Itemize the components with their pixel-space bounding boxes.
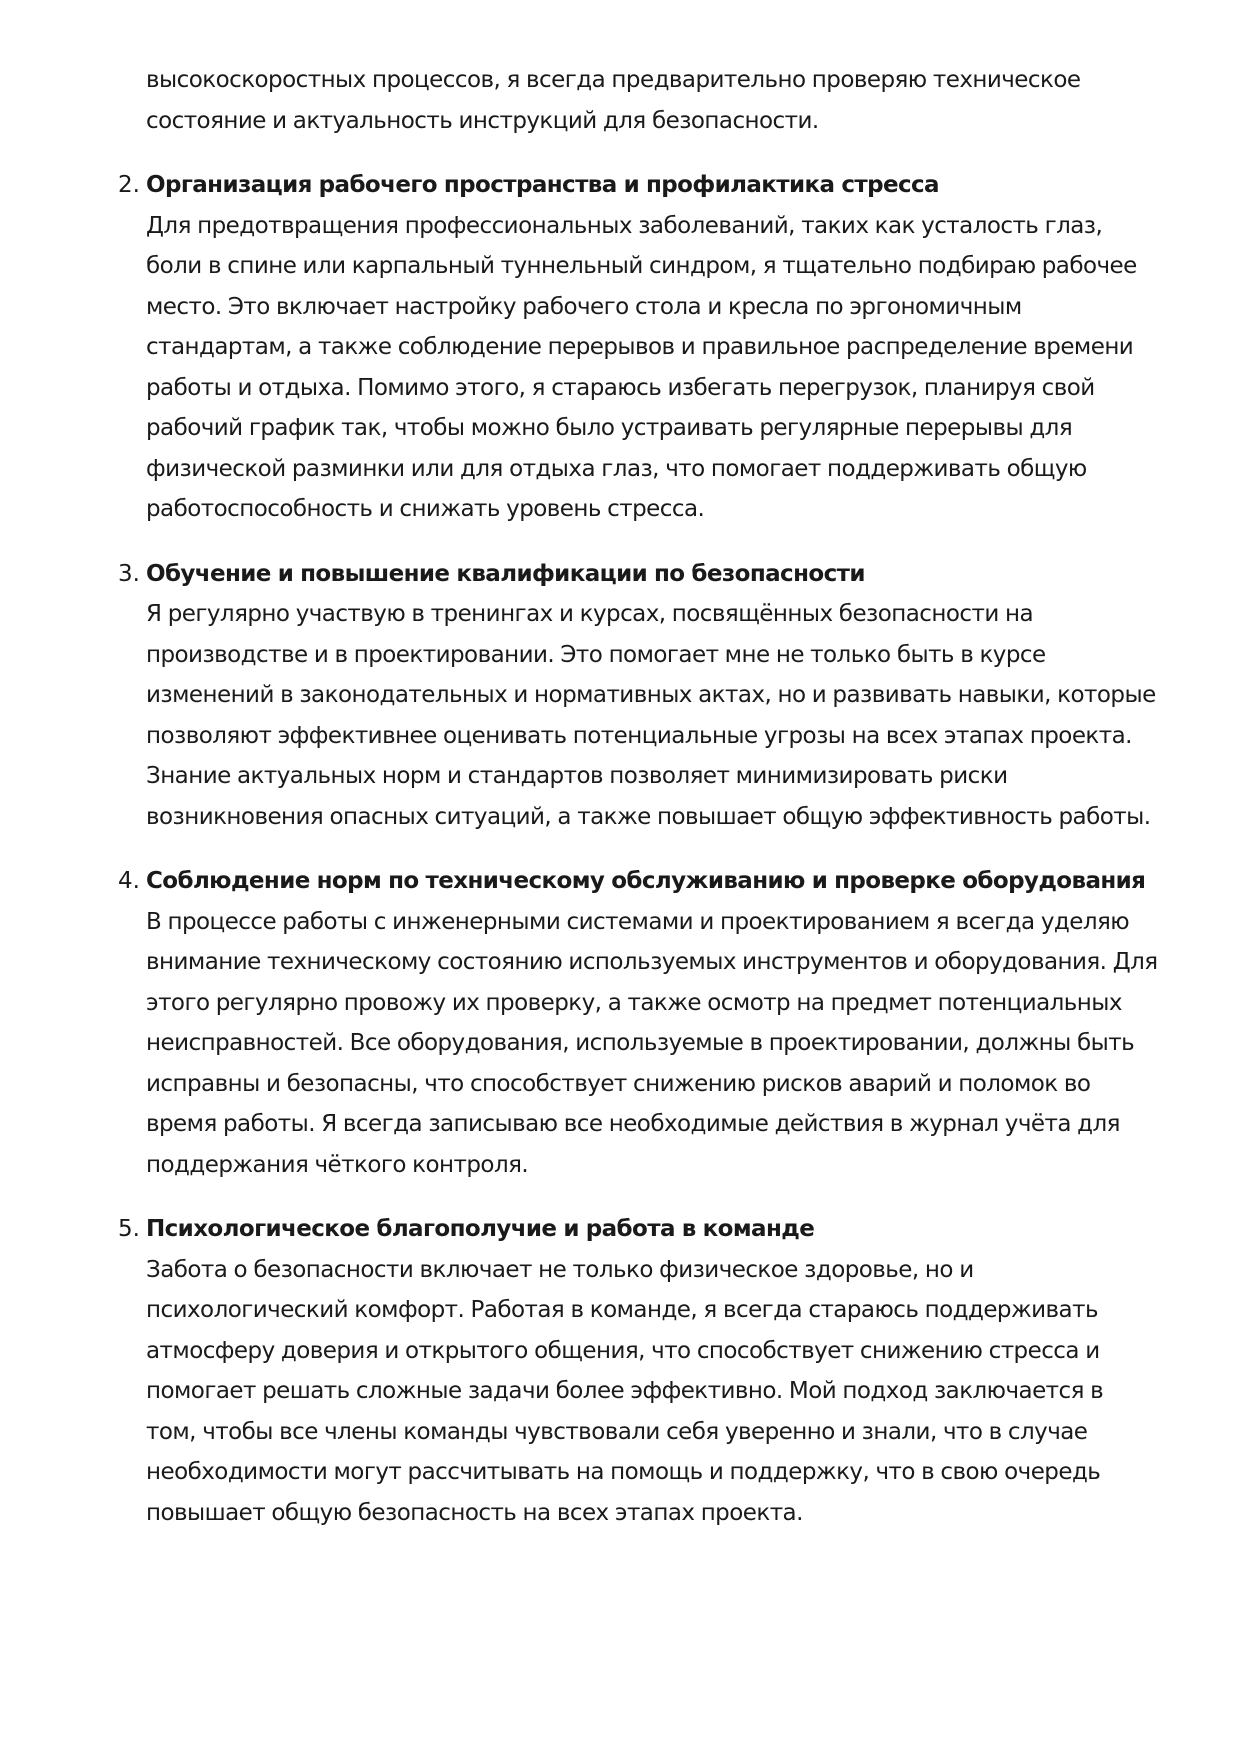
list-item xyxy=(0,861,1159,1185)
item-number: 3. xyxy=(118,560,140,587)
item-body: Для предотвращения профессиональных заболеваний, таких как усталость глаз, боли в спине или карпальный туннельный синдром, я тщательно подбираю рабочее место. Это включает настройку рабочего стола и кресла по эргономичным стандартам, а также соблюдение перерывов и правильное распределение времени работы и отдыха. Помимо этого, я стараюсь избегать перегрузок, планируя свой рабочий график так, чтобы можно было устраивать регулярные перерывы для физической разминки или для отдыха глаз, что помогает поддерживать общую работоспособность и снижать уровень стресса. xyxy=(146,212,1137,522)
item-title: Соблюдение норм по техническому обслуживанию и проверке оборудования xyxy=(146,868,1146,894)
item-title: Психологическое благополучие и работа в команде xyxy=(146,1216,815,1242)
list-item xyxy=(0,1209,1159,1533)
numbered-list xyxy=(0,165,1159,1533)
list-item xyxy=(0,554,1159,838)
item-title: Организация рабочего пространства и профилактика стресса xyxy=(146,172,939,198)
item-number: 4. xyxy=(118,868,140,894)
continued-paragraph: высокоскоростных процессов, я всегда предварительно проверяю техническое состояние и актуальность инструкций для безопасности. xyxy=(146,67,1081,134)
list-item xyxy=(0,165,1159,530)
item-title: Обучение и повышение квалификации по безопасности xyxy=(146,560,865,587)
item-number: 5. xyxy=(118,1216,140,1242)
item-body: В процессе работы с инженерными системами и проектированием я всегда уделяю внимание техническому состоянию используемых инструментов и оборудования. Для этого регулярно провожу их проверку, а также осмотр на предмет потенциальных неисправностей. Все оборудования, используемые в проектировании, должны быть исправны и безопасны, что способствует снижению рисков аварий и поломок во время работы. Я всегда записываю все необходимые действия в журнал учёта для поддержания чёткого контроля. xyxy=(146,908,1158,1178)
item-number: 2. xyxy=(118,172,140,198)
item-body: Забота о безопасности включает не только физическое здоровье, но и психологический комфорт. Работая в команде, я всегда стараюсь поддерживать атмосферу доверия и открытого общения, что способствует снижению стресса и помогает решать сложные задачи более эффективно. Мой подход заключается в том, чтобы все члены команды чувствовали себя уверенно и знали, что в случае необходимости могут рассчитывать на помощь и поддержку, что в свою очередь повышает общую безопасность на всех этапах проекта. xyxy=(146,1256,1104,1526)
item-body: Я регулярно участвую в тренингах и курсах, посвящённых безопасности на производстве и в проектировании. Это помогает мне не только быть в курсе изменений в законодательных и нормативных актах, но и развивать навыки, которые позволяют эффективнее оценивать потенциальные угрозы на всех этапах проекта. Знание актуальных норм и стандартов позволяет минимизировать риски возникновения опасных ситуаций, а также повышает общую эффективность работы. xyxy=(146,601,1156,830)
